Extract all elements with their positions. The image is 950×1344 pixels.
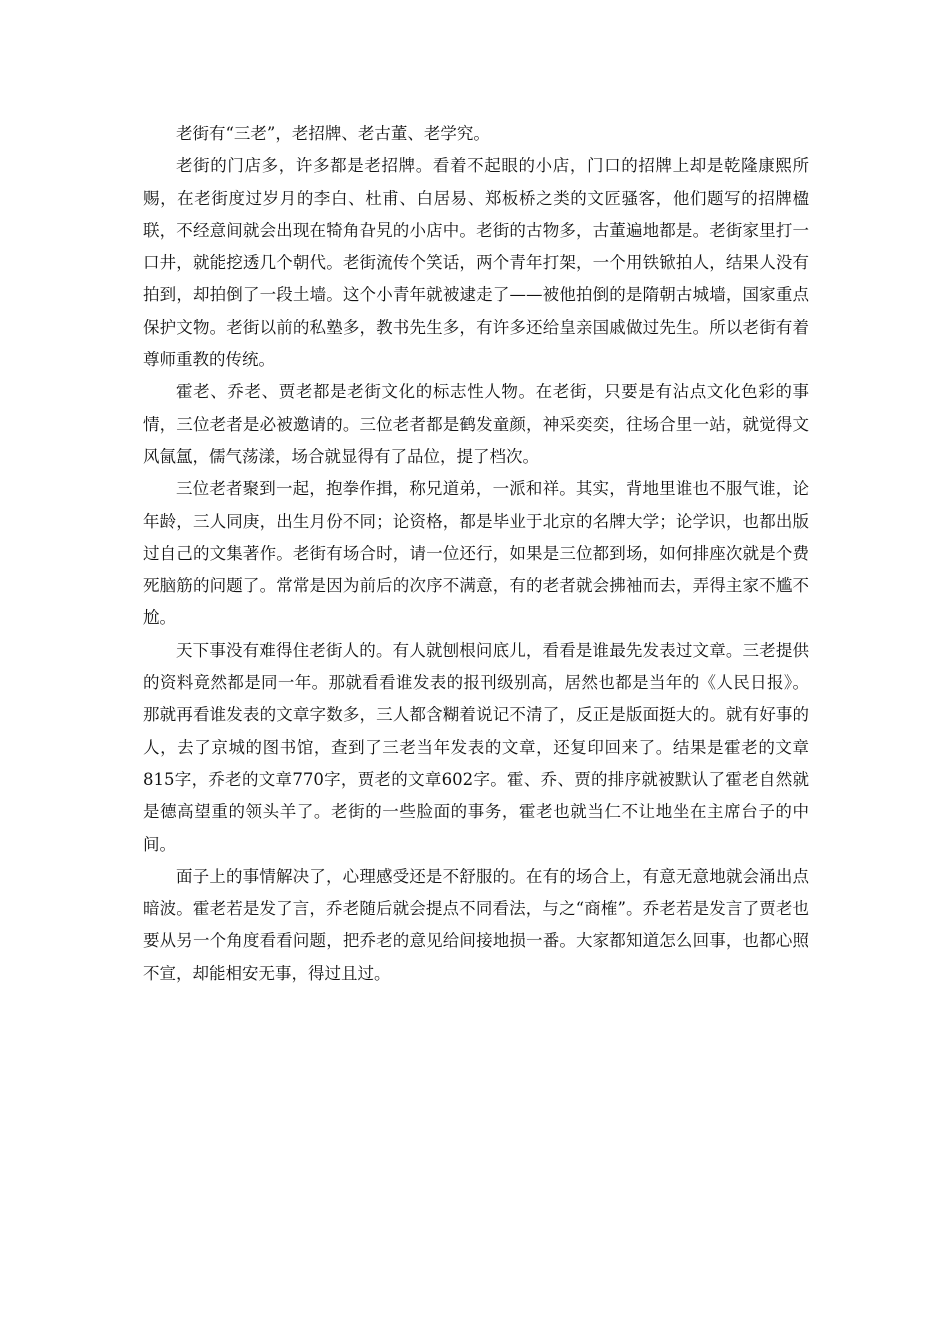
article-body xyxy=(143,118,809,990)
paragraph-3: 霍老、乔老、贾老都是老街文化的标志性人物。在老街，只要是有沾点文化色彩的事情，三位老者是必被邀请的。三位老者都是鹤发童颜，神采奕奕，往场合里一站，就觉得文风氤氲，儒气荡漾，场合就显得有了品位，提了档次。 xyxy=(143,382,809,466)
paragraph-2: 老街的门店多，许多都是老招牌。看着不起眼的小店，门口的招牌上却是乾隆康熙所赐，在老街度过岁月的李白、杜甫、白居易、郑板桥之类的文匠骚客，他们题写的招牌楹联，不经意间就会出现在犄角旮旯的小店中。老街的古物多，古董遍地都是。老街家里打一口井，就能挖透几个朝代。老街流传个笑话，两个青年打架，一个用铁锨拍人，结果人没有拍到，却拍倒了一段土墙。这个小青年就被逮走了——被他拍倒的是隋朝古城墙，国家重点保护文物。老街以前的私塾多，教书先生多，有许多还给皇亲国戚做过先生。所以老街有着尊师重教的传统。 xyxy=(143,156,809,370)
paragraph-1: 老街有“三老”，老招牌、老古董、老学究。 xyxy=(176,124,490,143)
paragraph-5: 天下事没有难得住老街人的。有人就刨根问底儿，看看是谁最先发表过文章。三老提供的资料竟然都是同一年。那就看看谁发表的报刊级别高，居然也都是当年的《人民日报》。那就再看谁发表的文章字数多，三人都含糊着说记不清了，反正是版面挺大的。就有好事的人，去了京城的图书馆，查到了三老当年发表的文章，还复印回来了。结果是霍老的文章815字，乔老的文章770字，贾老的文章602字。霍、乔、贾的排序就被默认了霍老自然就是德高望重的领头羊了。老街的一些脸面的事务，霍老也就当仁不让地坐在主席台子的中间。 xyxy=(143,640,809,854)
paragraph-4: 三位老者聚到一起，抱拳作揖，称兄道弟，一派和祥。其实，背地里谁也不服气谁，论年龄，三人同庚，出生月份不同；论资格，都是毕业于北京的名牌大学；论学识，也都出版过自己的文集著作。老街有场合时，请一位还行，如果是三位都到场，如何排座次就是个费死脑筋的问题了。常常是因为前后的次序不满意，有的老者就会拂袖而去，弄得主家不尴不尬。 xyxy=(143,479,809,628)
paragraph-6: 面子上的事情解决了，心理感受还是不舒服的。在有的场合上，有意无意地就会涌出点暗波。霍老若是发了言，乔老随后就会提点不同看法，与之“商榷”。乔老若是发言了贾老也要从另一个角度看看问题，把乔老的意见给间接地损一番。大家都知道怎么回事，也都心照不宣，却能相安无事，得过且过。 xyxy=(143,866,809,983)
